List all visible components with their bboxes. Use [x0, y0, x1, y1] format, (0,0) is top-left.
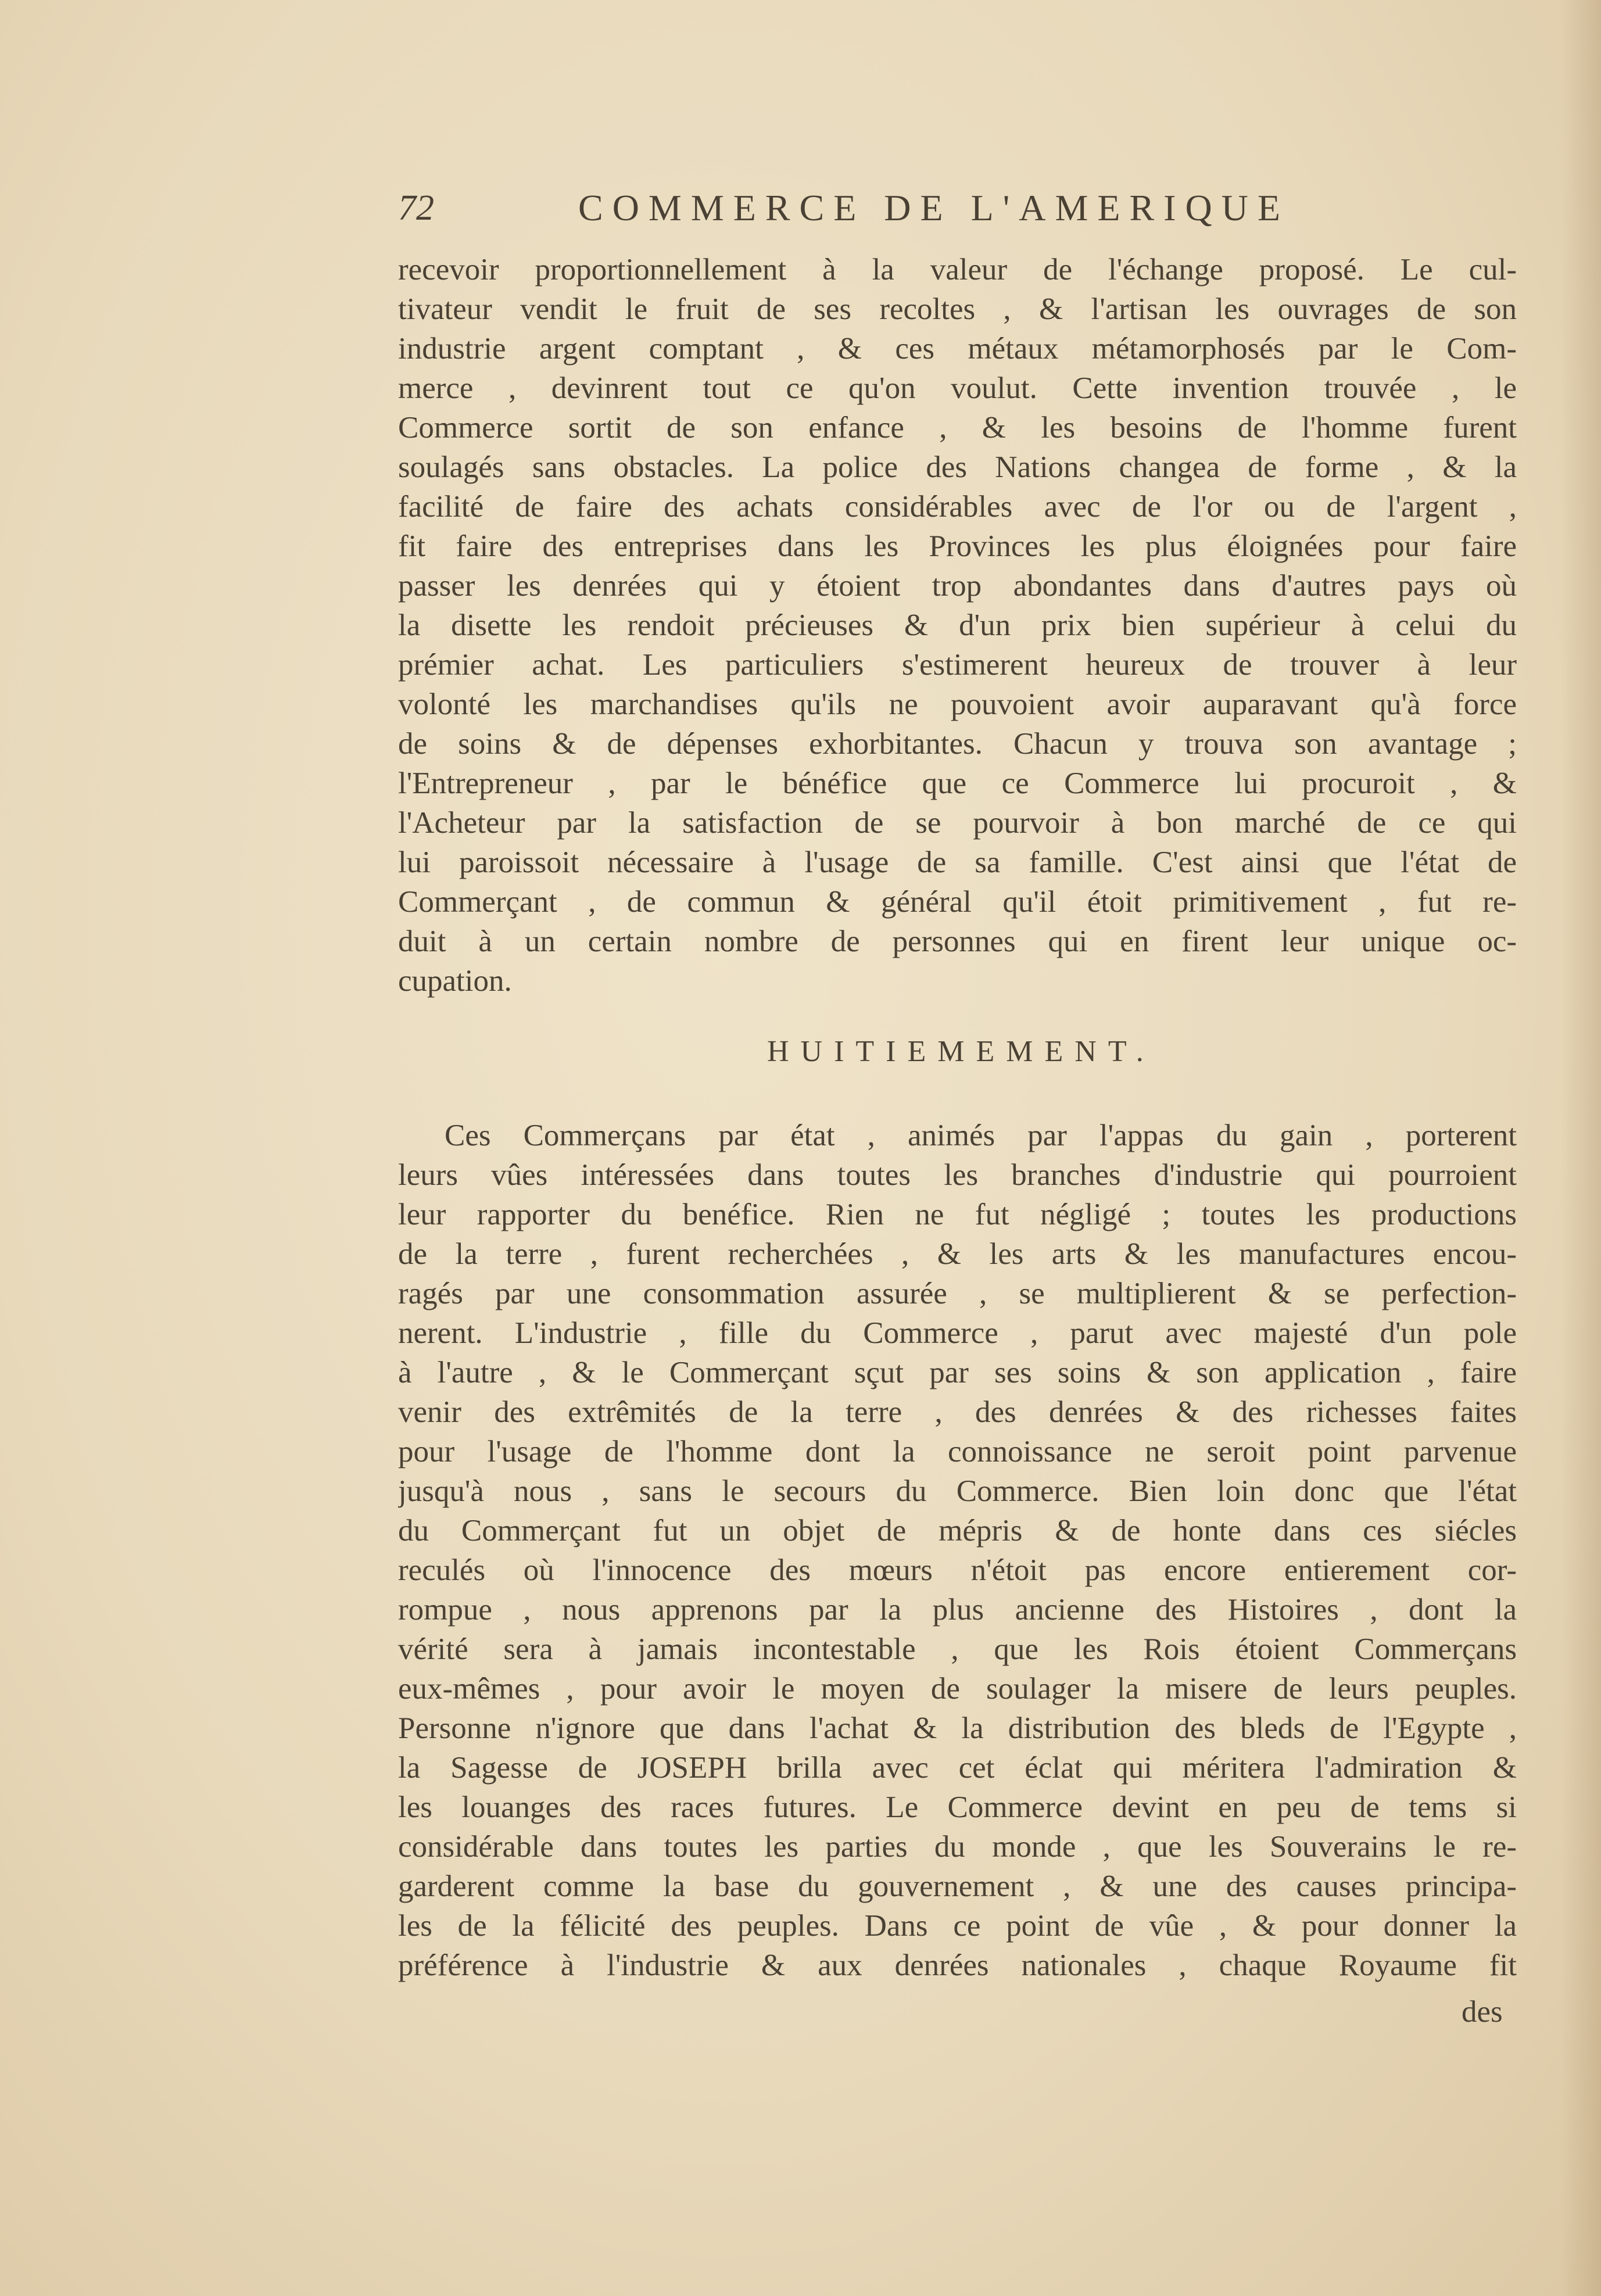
text-line: volonté les marchandises qu'ils ne pouvoient avoir auparavant qu'à force — [398, 687, 1517, 721]
text-line: les louanges des races futures. Le Commerce devint en peu de tems si — [398, 1790, 1517, 1824]
text-line: nerent. L'industrie , fille du Commerce , parut avec majesté d'un pole — [398, 1316, 1517, 1350]
text-line: industrie argent comptant , & ces métaux métamorphosés par le Com- — [398, 332, 1517, 366]
text-line: l'Entrepreneur , par le bénéfice que ce Commerce lui procuroit , & — [398, 766, 1517, 800]
paragraph-2 — [398, 1116, 1517, 1985]
text-line: recevoir proportionnellement à la valeur de l'échange proposé. Le cul- — [398, 253, 1517, 286]
section-title: HUITIEMEMENT. — [767, 1035, 1155, 1068]
text-line: rompue , nous apprenons par la plus ancienne des Histoires , dont la — [398, 1593, 1517, 1627]
text-line: leur rapporter du benéfice. Rien ne fut négligé ; toutes les productions — [398, 1198, 1517, 1231]
text-line: reculés où l'innocence des mœurs n'étoit pas encore entierement cor- — [398, 1553, 1517, 1587]
text-line: préférence à l'industrie & aux denrées nationales , chaque Royaume fit — [398, 1948, 1517, 1982]
text-line: tivateur vendit le fruit de ses recoltes , & l'artisan les ouvrages de son — [398, 292, 1517, 326]
text-line: Ces Commerçans par état , animés par l'appas du gain , porterent — [445, 1119, 1517, 1152]
text-line: la disette les rendoit précieuses & d'un prix bien supérieur à celui du — [398, 608, 1517, 642]
text-line: considérable dans toutes les parties du monde , que les Souverains le re- — [398, 1830, 1517, 1864]
text-line: la Sagesse de JOSEPH brilla avec cet éclat qui méritera l'admiration & — [398, 1751, 1517, 1785]
text-line: duit à un certain nombre de personnes qui en firent leur unique oc- — [398, 925, 1517, 958]
text-line: facilité de faire des achats considérables avec de l'or ou de l'argent , — [398, 490, 1517, 524]
text-line: de soins & de dépenses exhorbitantes. Chacun y trouva son avantage ; — [398, 727, 1517, 761]
text-line: leurs vûes intéressées dans toutes les branches d'industrie qui pourroient — [398, 1158, 1517, 1192]
text-line: Personne n'ignore que dans l'achat & la distribution des bleds de l'Egypte , — [398, 1711, 1517, 1745]
text-line: prémier achat. Les particuliers s'estimerent heureux de trouver à leur — [398, 648, 1517, 682]
text-line: Commerçant , de commun & général qu'il étoit primitivement , fut re- — [398, 885, 1517, 919]
text-line: les de la félicité des peuples. Dans ce point de vûe , & pour donner la — [398, 1909, 1517, 1943]
catchword: des — [1462, 1995, 1503, 2029]
page-edge-shadow — [1560, 0, 1601, 2296]
text-line: Commerce sortit de son enfance , & les besoins de l'homme furent — [398, 411, 1517, 445]
text-line: merce , devinrent tout ce qu'on voulut. Cette invention trouvée , le — [398, 371, 1517, 405]
running-head: COMMERCE DE L'AMERIQUE — [578, 187, 1290, 228]
text-line: de la terre , furent recherchées , & les arts & les manufactures encou- — [398, 1237, 1517, 1271]
text-line: vérité sera à jamais incontestable , que les Rois étoient Commerçans — [398, 1632, 1517, 1666]
page-number: 72 — [398, 188, 434, 228]
text-line: du Commerçant fut un objet de mépris & de honte dans ces siécles — [398, 1514, 1517, 1548]
text-line: cupation. — [398, 964, 512, 998]
text-line: venir des extrêmités de la terre , des denrées & des richesses faites — [398, 1395, 1517, 1429]
text-line: lui paroissoit nécessaire à l'usage de sa famille. C'est ainsi que l'état de — [398, 846, 1517, 879]
text-line: garderent comme la base du gouvernement , & une des causes principa- — [398, 1869, 1517, 1903]
text-line: ragés par une consommation assurée , se multiplierent & se perfection- — [398, 1277, 1517, 1310]
text-line: à l'autre , & le Commerçant sçut par ses soins & son application , faire — [398, 1356, 1517, 1389]
text-line: fit faire des entreprises dans les Provinces les plus éloignées pour faire — [398, 529, 1517, 563]
text-line: jusqu'à nous , sans le secours du Commerce. Bien loin donc que l'état — [398, 1474, 1517, 1508]
text-line: l'Acheteur par la satisfaction de se pourvoir à bon marché de ce qui — [398, 806, 1517, 840]
paragraph-1 — [398, 250, 1517, 1001]
text-line: eux-mêmes , pour avoir le moyen de soulager la misere de leurs peuples. — [398, 1672, 1517, 1706]
page-header — [398, 185, 1363, 231]
text-line: passer les denrées qui y étoient trop abondantes dans d'autres pays où — [398, 569, 1517, 603]
text-line: pour l'usage de l'homme dont la connoissance ne seroit point parvenue — [398, 1435, 1517, 1468]
text-line: soulagés sans obstacles. La police des Nations changea de forme , & la — [398, 450, 1517, 484]
